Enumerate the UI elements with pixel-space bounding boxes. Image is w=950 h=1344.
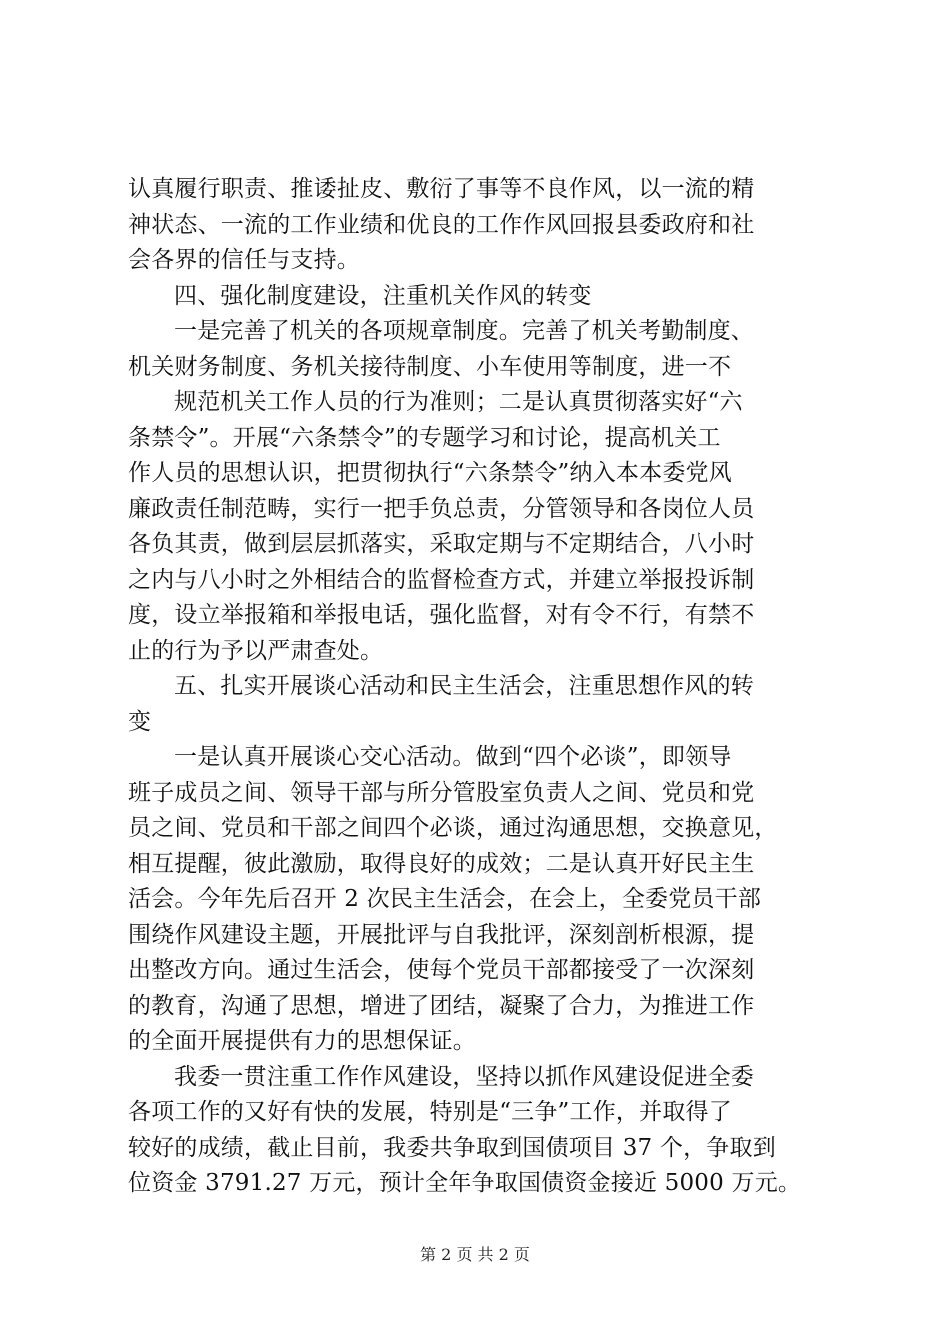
text-line: 止的行为予以严肃查处。 — [128, 637, 384, 664]
text-line: 四、强化制度建设，注重机关作风的转变 — [174, 282, 592, 309]
text-line: 规范机关工作人员的行为准则；二是认真贯彻落实好“六 — [174, 389, 743, 415]
text-line: 位资金 3791.27 万元，预计全年争取国债资金接近 5000 万元。 — [128, 1170, 802, 1196]
text-line: 之内与八小时之外相结合的监督检查方式，并建立举报投诉制 — [128, 566, 755, 593]
text-line: 各项工作的又好有快的发展，特别是“三争”工作，并取得了 — [128, 1099, 732, 1125]
text-line: 较好的成绩，截止目前，我委共争取到国债项目 37 个，争取到 — [128, 1134, 776, 1161]
text-line: 廉政责任制范畴，实行一把手负总责，分管领导和各岗位人员 — [128, 495, 755, 522]
text-line: 围绕作风建设主题，开展批评与自我批评，深刻剖析根源，提 — [128, 921, 755, 948]
text-line: 会各界的信任与支持。 — [128, 247, 360, 273]
text-line: 机关财务制度、务机关接待制度、小车使用等制度，进一不 — [128, 353, 732, 380]
text-line: 员之间、党员和干部之间四个必谈，通过沟通思想，交换意见， — [128, 815, 778, 841]
text-line: 相互提醒，彼此激励，取得良好的成效；二是认真开好民主生 — [128, 850, 755, 877]
text-line: 度，设立举报箱和举报电话，强化监督，对有令不行，有禁不 — [128, 602, 755, 628]
text-line: 出整改方向。通过生活会，使每个党员干部都接受了一次深刻 — [128, 957, 755, 983]
text-line: 班子成员之间、领导干部与所分管股室负责人之间、党员和党 — [128, 779, 755, 806]
text-line: 五、扎实开展谈心活动和民主生活会，注重思想作风的转 — [174, 673, 754, 699]
page-footer: 第 2 页 共 2 页 — [420, 1245, 530, 1264]
text-line: 作人员的思想认识，把贯彻执行“六条禁令”纳入本本委党风 — [128, 460, 732, 486]
text-line: 各负其责，做到层层抓落实，采取定期与不定期结合，八小时 — [128, 531, 755, 557]
document-body — [128, 172, 833, 1202]
text-line: 活会。今年先后召开 2 次民主生活会，在会上，全委党员干部 — [128, 886, 762, 912]
text-line: 一是完善了机关的各项规章制度。完善了机关考勤制度、 — [174, 318, 754, 344]
text-line: 变 — [128, 708, 152, 735]
text-line: 认真履行职责、推诿扯皮、敷衍了事等不良作风，以一流的精 — [128, 176, 755, 202]
text-line: 一是认真开展谈心交心活动。做到“四个必谈”，即领导 — [174, 744, 732, 770]
text-line: 条禁令”。开展“六条禁令”的专题学习和讨论，提高机关工 — [128, 424, 721, 451]
text-line: 神状态、一流的工作业绩和优良的工作作风回报县委政府和社 — [128, 211, 755, 238]
text-line: 的全面开展提供有力的思想保证。 — [128, 1028, 476, 1054]
text-line: 我委一贯注重工作作风建设，坚持以抓作风建设促进全委 — [174, 1063, 754, 1090]
text-line: 的教育，沟通了思想，增进了团结，凝聚了合力，为推进工作 — [128, 992, 755, 1019]
